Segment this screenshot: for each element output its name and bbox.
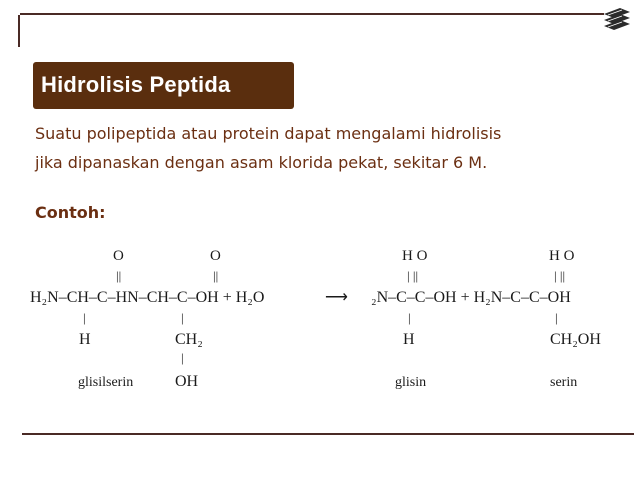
product1-bonds: | || xyxy=(407,268,419,283)
reactant-hydrogen: H xyxy=(79,331,91,348)
hydrolysis-reaction-equation xyxy=(0,240,638,400)
paragraph-line-2: jika dipanaskan dengan asam klorida pekat, sekitar 6 M. xyxy=(35,153,488,172)
reactant-oxygen-1: O xyxy=(113,248,124,264)
left-rule xyxy=(18,15,20,47)
product2-ho: H O xyxy=(549,248,575,264)
product1-name: glisin xyxy=(395,375,427,390)
bottom-rule xyxy=(22,433,634,435)
product-chain: ₂N–C–C–OH + H₂N–C–C–OH xyxy=(371,289,571,306)
top-rule xyxy=(20,13,604,15)
product1-ho: H O xyxy=(402,248,428,264)
reactant-ch2: CH₂ xyxy=(175,331,203,348)
reactant-h-bond: | xyxy=(83,310,86,325)
reactant-double-bond-1: || xyxy=(116,268,122,283)
slide-title: Hidrolisis Peptida xyxy=(41,72,231,97)
reactant-oh-bond: | xyxy=(181,350,184,365)
product1-hydrogen: H xyxy=(403,331,415,348)
product1-h-bond: | xyxy=(408,310,411,325)
reactant-ch2-bond: | xyxy=(181,310,184,325)
reactant-name: glisilserin xyxy=(78,375,134,390)
reactant-oh: OH xyxy=(175,373,199,390)
paragraph-line-1: Suatu polipeptida atau protein dapat mengalami hidrolisis xyxy=(35,124,502,143)
reactant-double-bond-2: || xyxy=(213,268,219,283)
document-stack-icon xyxy=(600,6,632,34)
reactant-oxygen-2: O xyxy=(210,248,221,264)
reaction-arrow: ⟶ xyxy=(325,289,348,306)
product2-bonds: | || xyxy=(554,268,566,283)
product2-name: serin xyxy=(550,375,578,390)
product2-ch2oh: CH₂OH xyxy=(550,331,601,348)
product2-ch2oh-bond: | xyxy=(555,310,558,325)
title-banner xyxy=(33,62,294,109)
example-label: Contoh: xyxy=(35,203,106,222)
reactant-chain: H₂N–CH–C–HN–CH–C–OH + H₂O xyxy=(30,289,265,306)
